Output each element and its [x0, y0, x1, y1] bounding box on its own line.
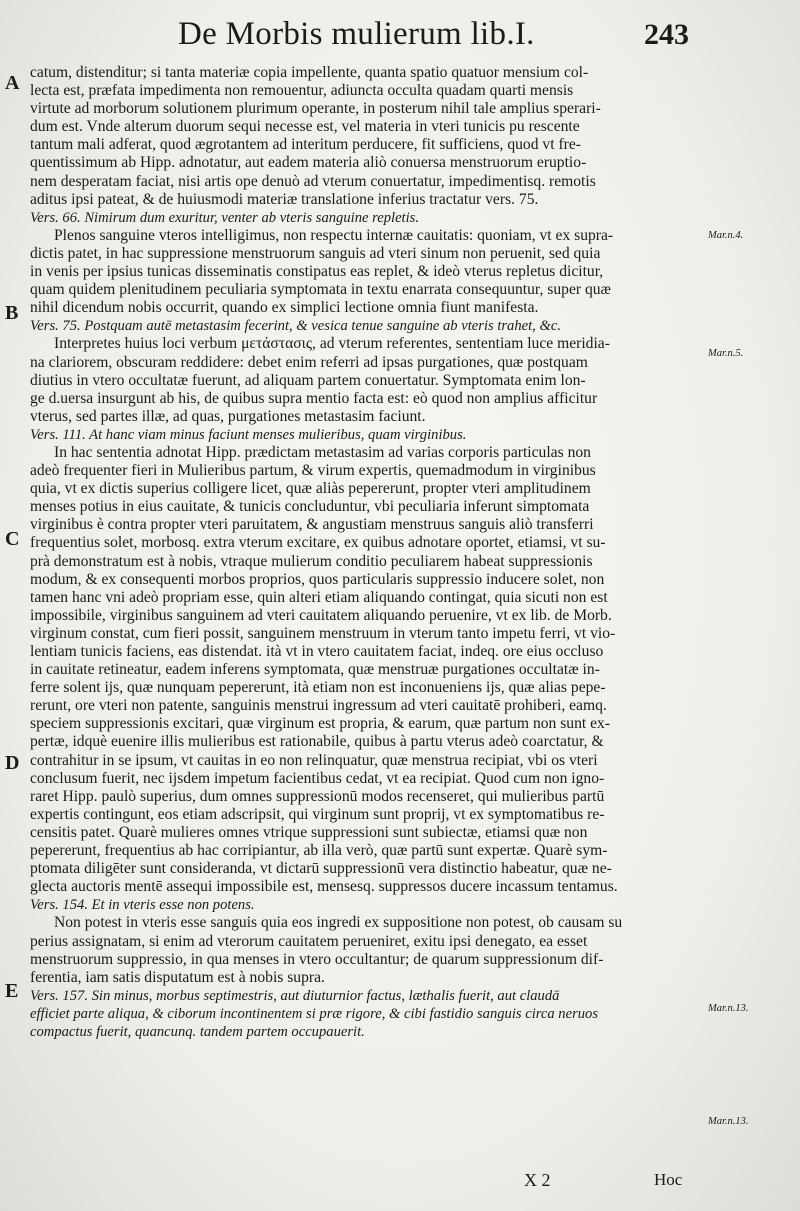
text-line: diutius in vtero occultatæ fuerunt, ad aliquam partem conuertatur. Symptomata enim lon-: [30, 371, 586, 389]
margin-note: Mar.n.13.: [708, 1003, 749, 1014]
text-line: catum, distenditur; si tanta materiæ copia impellente, quanta spatio quatuor mensium col-: [30, 64, 589, 81]
text-line: quentissimum ab Hipp. adnotatur, aut eadem materia aliò conuersa menstruorum eruptio-: [30, 154, 587, 172]
text-line: tantum mali adferat, quod ægrotantem ad interitum perducere, fit sufficiens, quod vt fre-: [30, 136, 581, 154]
catchword: Hoc: [654, 1170, 683, 1189]
text-line: ptomata diligēter sunt consideranda, vt dictarū suppressionū vera distinctio habeatur, quæ ne-: [30, 860, 612, 878]
text-line: lentiam tunicis faciens, eas distendat. ità vt in vtero cauitatem faciat, indeq. ore eius occluso: [30, 643, 604, 660]
page-header: [0, 10, 800, 58]
text-line: pepererunt, frequentius ab hac corripiantur, ab illa verò, quæ partū sunt expertæ. Quarè sym-: [30, 842, 608, 860]
margin-letter-e: E: [5, 980, 19, 1002]
text-line: virtute ad morborum solutionem plurimum operante, in posterum nihil tale amplius sperari-: [30, 100, 601, 118]
text-line: censitis patet. Quarè mulieres omnes vtrique suppressioni sunt subiectæ, etiamsi quæ non: [30, 823, 588, 841]
text-line: prà demonstratum est à nobis, vtraque mulierum conditio peculiarem habeat suppressionis: [30, 552, 593, 570]
text-line: menses potius in eius cauitate, & tunicis concluduntur, vbi peculiaria inferunt simptomata: [30, 498, 590, 516]
signature-mark: X 2: [524, 1170, 551, 1190]
text-line: ge d.uersa insurgunt ab his, de quibus supra mentio facta est: eò quod non amplius afficitur: [30, 389, 598, 407]
text-line: In hac sententia adnotat Hipp. prædictam metastasim ad varias corporis particulas non: [54, 443, 591, 461]
margin-letter-a: A: [5, 72, 20, 94]
text-line: Non potest in vteris esse sanguis quia eos ingredi ex suppositione non potest, ob causam su: [54, 914, 623, 932]
text-line: pertæ, idquè euenire illis mulieribus est rationabile, quibus à partu vterus adeò coarctatur, &: [30, 733, 604, 751]
text-line: Plenos sanguine vteros intelligimus, non respectu internæ cauitatis: quoniam, vt ex supra-: [54, 226, 614, 244]
text-line: in cauitate retineatur, eadem inferens symptomata, quæ menstruæ purgationes occultatæ in-: [30, 661, 600, 679]
text-line: ferre solent ijs, quæ nunquam pepererunt, ità etiam non est inconueniens ijs, quæ alias pepe-: [30, 679, 606, 697]
verse-lemma: compactus fuerit, quancunq. tandem partem occupauerit.: [30, 1023, 365, 1040]
margin-letter-c: C: [5, 528, 20, 550]
text-line: perius assignatam, si enim ad vterorum cauitatem perueniret, exitu ipsi denegato, ea esset: [30, 932, 588, 950]
text-line: dictis patet, in hac suppressione menstruorum sanguis ad vteri sinum non peruenit, sed quia: [30, 244, 601, 262]
text-line: quia, vt ex dictis superius colligere licet, quæ aliàs pepererunt, propter vteri amplitudinem: [30, 480, 591, 498]
text-line: tamen hanc vni adeò propriam esse, quin alteri etiam aliquando contingat, quia sicuti non est: [30, 588, 608, 606]
verse-lemma: Vers. 157. Sin minus, morbus septimestris, aut diuturnior factus, læthalis fuerit, aut claudā: [30, 987, 560, 1004]
verse-lemma: efficiet parte aliqua, & ciborum incontinentem si præ rigore, & cibi fastidio sanguis circa neruos: [30, 1005, 599, 1022]
verse-lemma: Vers. 75. Postquam autē metastasim fecerint, & vesica tenue sanguine ab vteris trahet, &c.: [30, 318, 561, 335]
main-text: [30, 64, 708, 1041]
text-line: ferentia, iam satis disputatum est à nobis supra.: [30, 968, 325, 986]
text-line: contrahitur in se ipsum, vt cauitas in eo non relinquatur, quæ menstrua recipiat, vbi os vteri: [30, 751, 598, 769]
margin-note: Mar.n.5.: [708, 348, 744, 359]
text-line: vterus, sed partes illæ, ad quas, purgationes metastasim faciunt.: [30, 407, 426, 425]
text-line: speciem suppressionis excitari, quæ virginum est propria, & earum, quæ partum non sunt ex-: [30, 715, 611, 733]
text-line: frequentius solet, morbosq. extra vterum excitare, ex quibus adnotare oportet, etiamsi, vt su-: [30, 534, 606, 552]
verse-lemma: Vers. 111. At hanc viam minus faciunt menses mulieribus, quam virginibus.: [30, 426, 467, 443]
text-line: modum, & ex consequenti morbos proprios, quos particularis suppressio inducere solet, non: [30, 570, 605, 588]
page-footer: [0, 1170, 800, 1194]
text-line: adeò frequenter fieri in Mulieribus partum, & virum expertis, quemadmodum in virginibus: [30, 462, 596, 480]
text-line: raret Hipp. paulò superius, dum omnes suppressionū modos recenseret, qui mulieribus partū: [30, 787, 605, 805]
text-line: impossibile, virginibus sanguinem ad vteri cauitatem aliquando peruenire, vt ex lib. de Morb.: [30, 606, 612, 624]
verse-lemma: Vers. 154. Et in vteris esse non potens.: [30, 897, 255, 914]
text-line: nem desperatam faciat, nisi artis ope denuò ad vterum conuertatur, impedimentisq. remotis: [30, 172, 596, 190]
text-line: virginibus è contra propter vteri paruitatem, & angustiam menstruus sanguis aliò transferri: [30, 516, 594, 534]
text-line: Interpretes huius loci verbum μετάστασις, ad vterum referentes, sententiam luce meridia-: [54, 335, 610, 353]
text-line: expertis contingunt, eos etiam adscripsit, qui virginum sunt proprij, vt ex symptomatibus re-: [30, 805, 605, 823]
text-line: na clariorem, obscuram reddidere: debet enim referri ad ipsas purgationes, quæ postquam: [30, 353, 588, 371]
verse-lemma: Vers. 66. Nimirum dum exuritur, venter ab vteris sanguine repletis.: [30, 209, 419, 226]
text-line: dum est. Vnde alterum duorum sequi necesse est, vel materia in vteri tunicis pu rescente: [30, 118, 580, 136]
text-line: aditus ipsi pateat, & de huiusmodi materiæ translatione inferius tractatur vers. 75.: [30, 190, 539, 208]
text-line: in venis per ipsius tunicas disseminatis constipatus eas replet, & ideò vterus repletus dicitur,: [30, 263, 604, 281]
text-line: quam quidem plenitudinem peculiaria symptomata in textu enarrata consequuntur, super quæ: [30, 281, 611, 299]
running-title: De Morbis mulierum lib.I.: [178, 16, 535, 52]
margin-note: Mar.n.13.: [708, 1116, 749, 1127]
text-line: virginum constat, cum fieri possit, sanguinem menstruum in vterum tanto impetu ferri, vt vio-: [30, 624, 616, 642]
text-line: glecta auctoris mentē assequi impossibile est, mensesq. suppressos ducere incassum tentamus.: [30, 878, 618, 896]
page-number: 243: [644, 18, 689, 51]
margin-letter-d: D: [5, 752, 20, 774]
margin-letter-b: B: [5, 302, 19, 324]
text-line: lecta est, præfata impedimenta non remouentur, adiuncta occulta quadam quarti mensis: [30, 82, 574, 100]
text-line: rerunt, ore vteri non patente, sanguinis menstrui ingressum ad vteri cauitatē prohiberi, eamq.: [30, 697, 607, 715]
text-line: nihil dicendum nobis occurrit, quando ex simplici lectione omnia fiunt manifesta.: [30, 299, 539, 317]
text-line: menstruorum suppressio, in qua menses in vtero occultantur; de quarum suppressionum dif-: [30, 950, 604, 968]
text-line: conclusum fuerit, nec ijsdem impetum facientibus cedat, vt ea recipiat. Quod cum non igno-: [30, 769, 605, 787]
margin-note: Mar.n.4.: [708, 230, 744, 241]
